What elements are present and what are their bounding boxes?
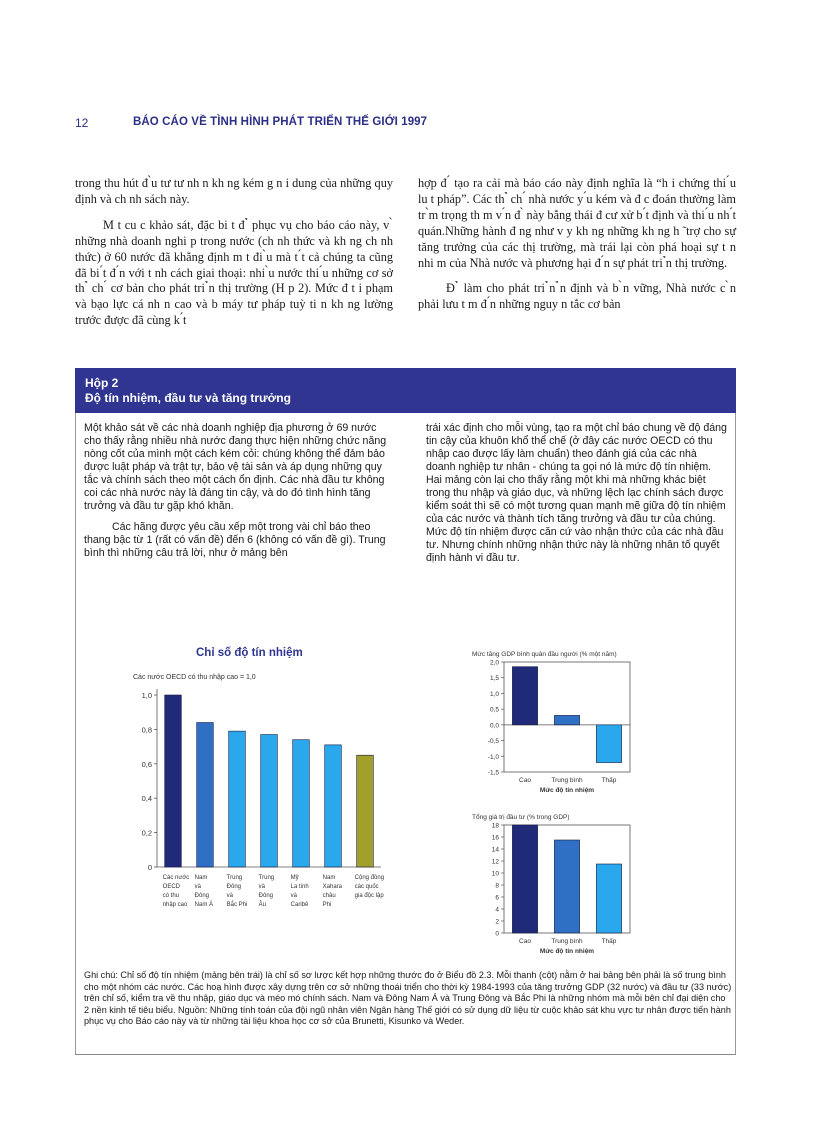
- y-tick-label: 1,0: [141, 691, 152, 700]
- y-tick-label: 1,0: [489, 690, 499, 698]
- y-tick-label: 0,5: [489, 706, 499, 714]
- y-tick-label: 4: [495, 906, 499, 914]
- x-tick-label: gia độc lập: [354, 893, 384, 899]
- x-tick-label: có thu: [162, 893, 180, 899]
- x-tick-label: và: [226, 893, 234, 899]
- x-tick-label: Đông: [258, 893, 274, 899]
- bar: [596, 725, 621, 763]
- y-tick-label: 0: [147, 863, 152, 872]
- bar: [293, 740, 310, 867]
- x-tick-label: Âu: [258, 902, 267, 908]
- bar: [261, 735, 278, 867]
- x-tick-label: Đông: [194, 893, 210, 899]
- body-paragraph: hợp đ ́ tạo ra cải mà báo cáo này định nghĩa là “h i chứng thi ́u lu t pháp”. Các th ̉ ch ́ nhà nước y ́u kém và đ c đoán thường làm tr ̀m trọng th m v ́n đ ̀ này bằng thái đ cư xử b ́t định và thi ́u nh ́t quán.Những hành đ ng như v y kh ng những kh ng h ̃ trợ cho sự tăng trưởng của các thị trường, mà trái lại còn phá hoại sự t n nhi m của Nhà nước và phương hại đ ́n sự phát tri ̉n thị trường.: [418, 176, 736, 270]
- x-tick-label: và: [290, 893, 298, 899]
- x-tick-label: Trung bình: [551, 777, 583, 784]
- x-tick-label: và: [194, 884, 202, 890]
- x-tick-label: Nam: [322, 875, 336, 881]
- x-tick-label: và: [258, 884, 266, 890]
- running-title: BÁO CÁO VỀ TÌNH HÌNH PHÁT TRIỂN THẾ GIỚI 1997: [133, 116, 428, 128]
- x-tick-label: Trung: [258, 875, 275, 881]
- y-tick-label: 0,0: [489, 722, 499, 730]
- box-paragraph: trái xác định cho mỗi vùng, tạo ra một chỉ báo chung về độ đáng tin cậy của khuôn khổ thể chế (ở đây các nước OECD có thu nhập cao được lấy làm chuẩn) theo đánh giá của các nhà doanh nghiệp tư nhân - chúng ta gọi nó là mức độ tín nhiệm. Hai mảng còn lại cho thấy rằng một khi mà những khác biệt trong thu nhập và giáo dục, và những lệch lạc chính sách được kiểm soát thì sẽ có một tương quan mạnh mẽ giữa độ tín nhiệm của các nước và thành tích tăng trưởng và đầu tư của chúng. Mức độ tín nhiệm được căn cứ vào nhận thức của các nhà đầu tư. Nhưng chính những nhận thức này là những nhân tố quyết định hành vi đầu tư.: [426, 422, 727, 564]
- box-paragraph: Một khảo sát về các nhà doanh nghiệp địa phương ở 69 nước cho thấy rằng nhiều nhà nước đang thực hiện những chức năng nòng cốt của mình một cách kém cỏi: chúng không thể đảm bảo được luật pháp và trật tự, bảo vệ tài sản và áp dụng những quy tắc và chính sách theo một cách ổn định. Các nhà đầu tư không coi các nhà nước này là đáng tin cậy, và do đó tình hình tăng trưởng và đầu tư gặp khó khăn.: [84, 422, 387, 512]
- y-tick-label: 2,0: [489, 659, 499, 667]
- y-tick-label: -1,5: [487, 769, 499, 777]
- box-paragraph: Các hãng được yêu cầu xếp một trong vài chỉ báo theo thang bậc từ 1 (rất có vấn đề) đến 6 (không có vấn đề gì). Trung bình thì những câu trả lời, như ở mảng bên: [84, 521, 386, 559]
- bar: [512, 825, 537, 933]
- bar: [512, 667, 537, 725]
- investment-chart: [470, 811, 650, 966]
- body-paragraph: M t cu c khảo sát, đặc bi t đ ̉ phục vụ cho báo cáo này, v ̀ những nhà doanh nghi p trong nước (ch nh thức và kh ng ch nh thức) ở 60 nước đã khẳng định m t đi ̀u mà t ́t cả chúng ta cũng đã bi ́t đ ́n với t nh cách giai thoại: nhi ̀u nước thi ́u những cơ sở th ̉ ch ́ cơ bản cho phát tri ̉n thị trường (H p 2). Mức đ t i phạm và bạo lực cá nh n cao và b máy tư pháp tuỳ ti n kh ng lường trước được đã cùng k ́t: [75, 217, 393, 328]
- bar: [325, 745, 342, 867]
- x-tick-label: Cao: [519, 777, 531, 784]
- bar: [554, 715, 579, 724]
- x-tick-label: Mỹ: [290, 875, 299, 881]
- box-body: [75, 413, 736, 1054]
- x-tick-label: Bắc Phi: [226, 902, 248, 908]
- y-tick-label: 0,4: [141, 794, 152, 804]
- y-tick-label: 2: [495, 918, 499, 926]
- x-tick-label: Nam Á: [194, 902, 214, 908]
- x-tick-label: Trung: [226, 875, 243, 881]
- chart-subtitle: Mức tăng GDP bình quân đầu người (% một năm): [472, 651, 617, 658]
- y-tick-label: 0,2: [141, 828, 152, 838]
- y-tick-label: 0,6: [141, 759, 152, 769]
- running-header: [75, 116, 756, 132]
- x-tick-label: châu: [322, 893, 336, 899]
- box-header: [75, 368, 736, 413]
- bar: [165, 695, 182, 867]
- box-title: Độ tín nhiệm, đầu tư và tăng trưởng: [85, 391, 291, 405]
- bar: [197, 723, 214, 867]
- x-tick-label: Các nước: [162, 875, 190, 881]
- y-tick-label: 0: [495, 930, 499, 938]
- x-tick-label: Cộng đồng: [354, 875, 385, 881]
- y-tick-label: 10: [491, 870, 499, 878]
- body-column-right: [418, 176, 736, 323]
- chart-subtitle: Các nước OECD có thu nhập cao = 1,0: [133, 674, 256, 681]
- x-tick-label: Đông: [226, 884, 242, 890]
- y-tick-label: 18: [491, 822, 499, 830]
- y-tick-label: 0,8: [141, 725, 152, 735]
- bar: [357, 755, 374, 867]
- x-tick-label: Caribê: [290, 902, 309, 908]
- x-tick-label: La tinh: [290, 884, 309, 890]
- x-tick-label: Cao: [519, 938, 531, 945]
- y-tick-label: 1,5: [489, 675, 499, 683]
- box-text-right: [426, 422, 729, 573]
- box-text-left: [84, 422, 396, 568]
- gdp-growth-chart: [470, 648, 650, 808]
- chart-subtitle: Tổng giá trị đầu tư (% trong GDP): [472, 814, 570, 821]
- y-tick-label: -1,0: [487, 753, 499, 761]
- y-tick-label: 14: [491, 846, 499, 854]
- y-tick-label: 8: [495, 882, 499, 890]
- x-tick-label: Nam: [194, 875, 208, 881]
- x-axis-label: Mức độ tín nhiệm: [539, 948, 595, 955]
- box-label: Hộp 2: [85, 376, 119, 390]
- y-tick-label: -0,5: [487, 738, 499, 746]
- x-tick-label: nhập cao: [162, 902, 188, 908]
- box-2: [75, 368, 736, 1055]
- box-note: Ghi chú: Chỉ số độ tín nhiệm (mảng bên trái) là chỉ số sơ lược kết hợp những thước đo ở Biểu đồ 2.3. Mỗi thanh (cột) nằm ở hai bảng bên phải là số trung bình cho một nhóm các nước. Các hoạ hình được xây dựng trên cơ sở những thoái triển cho thời kỳ 1984-1993 của tăng trưởng GDP (32 nước) và đầu tư (33 nước) trên chỉ số, kiểm tra về thu nhập, giáo dục và méo mó chính sách. Nam và Đông Nam Á và Trung Đông và Bắc Phi là những nhóm mà mỗi bên chỉ đại diện cho 2 nền kinh tế tiêu biểu. Nguồn: Những tính toán của đội ngũ nhân viên Ngân hàng Thế giới có sử dụng dữ liệu từ cuộc khảo sát khu vực tư nhân được tiến hành phục vụ cho Báo cáo này và từ những tài liệu khoa học cơ sở của Brunetti, Kisunko và Weder.: [84, 970, 732, 1027]
- x-tick-label: Xahara: [322, 884, 343, 890]
- bar: [554, 840, 579, 933]
- bar: [229, 731, 246, 867]
- credibility-index-chart: [119, 667, 389, 937]
- body-column-left: [75, 176, 393, 339]
- body-paragraph: trong thu hút đ ̀u tư tư nh n kh ng kém g n i dung của những quy định và ch nh sách này.: [75, 176, 393, 206]
- y-tick-label: 16: [491, 834, 499, 842]
- x-tick-label: Thấp: [601, 938, 617, 945]
- bar: [596, 864, 621, 933]
- x-tick-label: OECD: [162, 884, 181, 890]
- y-tick-label: 12: [491, 858, 499, 866]
- page-number: 12: [75, 116, 89, 130]
- x-axis-label: Mức độ tín nhiệm: [539, 787, 595, 794]
- x-tick-label: các quốc: [354, 884, 379, 890]
- x-tick-label: Thấp: [601, 777, 617, 784]
- y-tick-label: 6: [495, 894, 499, 902]
- x-tick-label: Trung bình: [551, 938, 583, 945]
- chart-title: Chỉ số độ tín nhiệm: [196, 647, 303, 659]
- x-tick-label: Phi: [322, 902, 332, 908]
- body-paragraph: Đ ̉ làm cho phát tri ̉n ̉n định và b ̀n vững, Nhà nước c ̀n phải lưu t m đ ́n những nguy n tắc cơ bản: [418, 281, 736, 312]
